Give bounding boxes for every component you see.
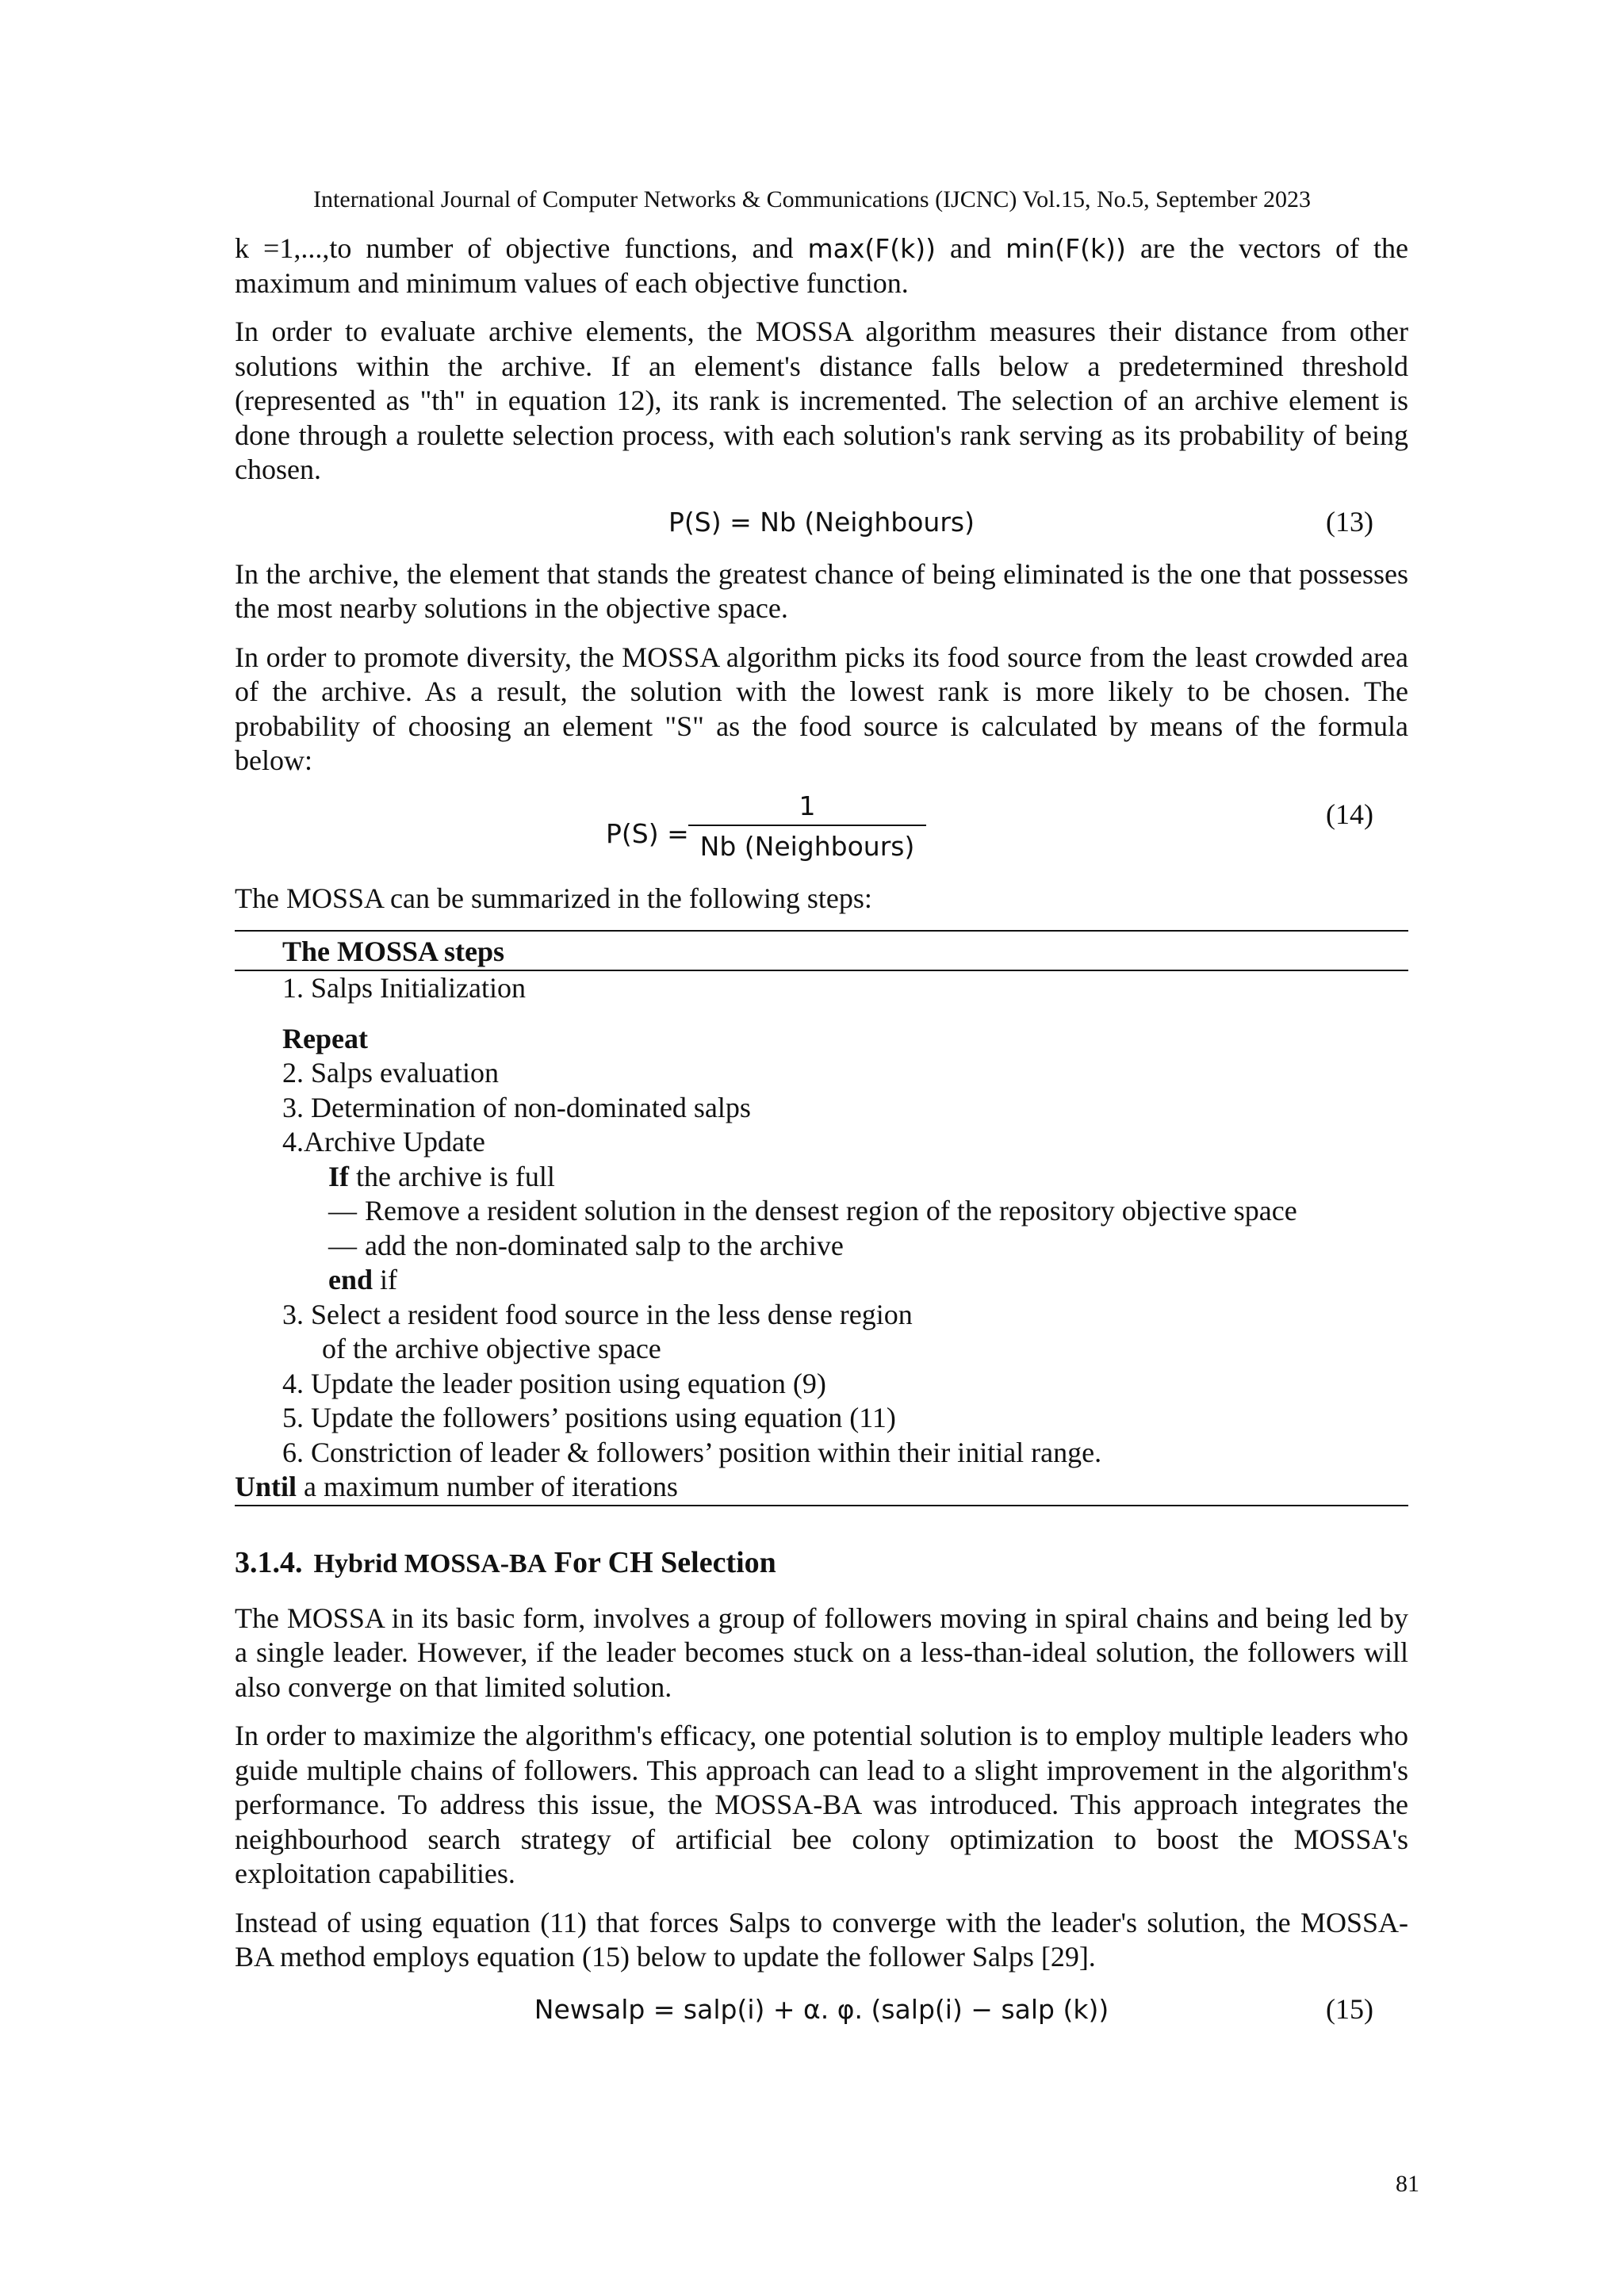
equation-13 [235, 502, 1408, 546]
section-number: 3.1.4. [235, 1545, 303, 1579]
equation-15-expression: Newsalp = salp(i) + α. φ. (salp(i) − salp (k)) [534, 1993, 1109, 2025]
text: if [373, 1264, 398, 1295]
paragraph-archive-evaluation: In order to evaluate archive elements, the MOSSA algorithm measures their distance from other solutions within the archive. If an element's distance falls below a predetermined threshold (represented as "th" in equation 12), its rank is incremented. The selection of an archive element is done through a roulette selection process, with each solution's rank serving as its probability of being chosen. [235, 316, 1408, 485]
section-heading [235, 1546, 1408, 1584]
page-content [235, 232, 1408, 2045]
page-number: 81 [1396, 2171, 1419, 2197]
text: Remove a resident solution in the densest region of the repository objective space [365, 1195, 1297, 1226]
algorithm-title: The MOSSA steps [235, 932, 1408, 971]
section-title-part2: For CH Selection [546, 1545, 776, 1579]
paragraph-archive-elimination: In the archive, the element that stands the greatest chance of being eliminated is the one that possesses the most nearby solutions in the objective space. [235, 557, 1408, 624]
equation-15 [235, 1989, 1408, 2034]
algorithm-step: 6. Constriction of leader & followers’ position within their initial range. [282, 1436, 1102, 1468]
algorithm-step: 4. Update the leader position using equation (9) [282, 1367, 826, 1399]
fraction-denominator: Nb (Neighbours) [699, 830, 915, 862]
equation-13-number: (13) [1326, 505, 1373, 538]
algorithm-step: 1. Salps Initialization [282, 972, 526, 1004]
algorithm-step-continuation: of the archive objective space [322, 1333, 661, 1364]
inline-math-min: min(F(k)) [1005, 233, 1126, 264]
keyword-end: end [328, 1264, 373, 1295]
text: the archive is full [349, 1160, 555, 1192]
equation-15-number: (15) [1326, 1992, 1373, 2025]
section-title-part1: Hybrid MOSSA-BA [313, 1548, 547, 1578]
equation-14 [235, 788, 1408, 874]
paragraph-summary-intro: The MOSSA can be summarized in the following steps: [235, 882, 872, 914]
equation-14-lhs: P(S) = [606, 817, 689, 849]
algorithm-keyword-repeat: Repeat [282, 1022, 368, 1054]
dash-bullet-icon: — [328, 1195, 357, 1226]
algorithm-step: 2. Salps evaluation [282, 1057, 499, 1089]
equation-13-expression: P(S) = Nb (Neighbours) [668, 506, 975, 538]
text: a maximum number of iterations [297, 1471, 678, 1502]
journal-header: International Journal of Computer Networks & Communications (IJCNC) Vol.15, No.5, September 2023 [313, 186, 1311, 212]
paragraph-objective-vectors [235, 232, 1408, 300]
paragraph-diversity: In order to promote diversity, the MOSSA algorithm picks its food source from the least crowded area of the archive. As a result, the solution with the lowest rank is more likely to be chosen. The probability of choosing an element "S" as the food source is calculated by means of the formula below: [235, 641, 1408, 776]
text: k =1,...,to number of objective functions, and [235, 232, 808, 264]
paragraph-mossa-basic: The MOSSA in its basic form, involves a group of followers moving in spiral chains and being led by a single leader. However, if the leader becomes stuck on a less-than-ideal solution, the followers will also converge on that limited solution. [235, 1601, 1408, 1703]
text: add the non-dominated salp to the archive [365, 1229, 844, 1261]
text: are the vectors of the maximum and minimum values of each objective function. [235, 232, 1408, 299]
algorithm-box [235, 930, 1408, 1506]
algorithm-dash-line [235, 1194, 1408, 1229]
keyword-until: Until [235, 1471, 297, 1502]
algorithm-dash-line [235, 1229, 1408, 1264]
dash-bullet-icon: — [328, 1229, 357, 1261]
algorithm-step: 3. Select a resident food source in the less dense region [282, 1298, 913, 1330]
paragraph-multiple-leaders: In order to maximize the algorithm's efficacy, one potential solution is to employ multiple leaders who guide multiple chains of followers. This approach can lead to a slight improvement in the algorithm's performance. To address this issue, the MOSSA-BA was introduced. This approach integrates the neighbourhood search strategy of artificial bee colony optimization to boost the MOSSA's exploitation capabilities. [235, 1720, 1408, 1889]
fraction-numerator: 1 [688, 788, 926, 826]
algorithm-body [235, 971, 1408, 1505]
keyword-if: If [328, 1160, 349, 1192]
algorithm-end-if-line [235, 1263, 1408, 1298]
inline-math-max: max(F(k)) [807, 233, 936, 264]
algorithm-step: 4.Archive Update [282, 1126, 485, 1158]
paragraph-mossa-ba-update: Instead of using equation (11) that forces Salps to converge with the leader's solution, the MOSSA-BA method employs equation (15) below to update the follower Salps [29]. [235, 1906, 1408, 1973]
algorithm-if-line [235, 1160, 1408, 1195]
text: and [936, 232, 1006, 264]
equation-14-fraction [688, 788, 926, 867]
equation-14-number: (14) [1326, 798, 1373, 830]
algorithm-step: 5. Update the followers’ positions using equation (11) [282, 1402, 896, 1433]
algorithm-until-line [235, 1470, 1408, 1505]
algorithm-step: 3. Determination of non-dominated salps [282, 1091, 751, 1123]
spacer [235, 1006, 1408, 1022]
